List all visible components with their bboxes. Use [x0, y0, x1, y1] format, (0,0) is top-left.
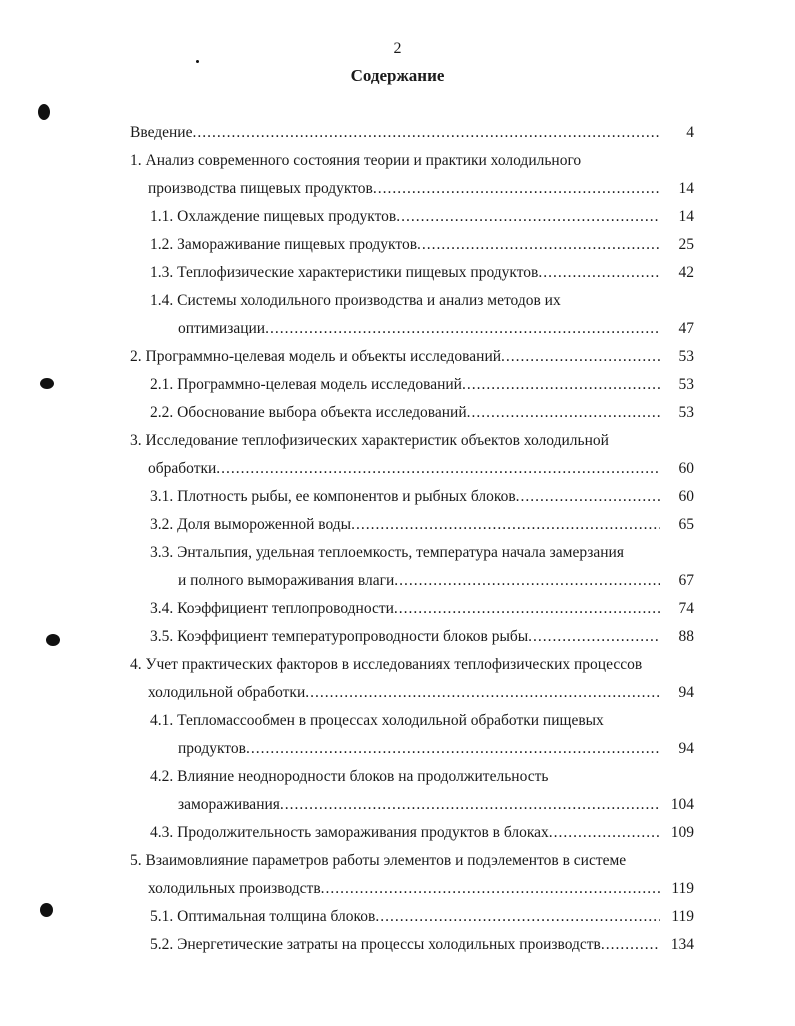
toc-entry-4-2-title: 4.2. Влияние неоднородности блоков на продолжительность [150, 768, 549, 785]
toc-entry-3-3: и полного вымораживания влаги ..... 67 [178, 568, 694, 594]
toc-entry-2-2: 2.2. Обоснование выбора объекта исследований ..... 53 [150, 400, 694, 426]
toc-chapter-5-title: 5. Взаимовлияние параметров работы элементов и подэлементов в системе [130, 852, 627, 869]
toc-entry-1-2: 1.2. Замораживание пищевых продуктов ..... 25 [150, 232, 694, 258]
scan-blot [46, 634, 60, 646]
toc-entry-5-1: 5.1. Оптимальная толщина блоков ..... 119 [150, 904, 694, 930]
page-title: Содержание [350, 66, 445, 85]
scan-blot [40, 378, 54, 389]
toc-chapter-1-title: 1. Анализ современного состояния теории и практики холодильного [130, 152, 582, 169]
toc-entry-chapter-1: производства пищевых продуктов ..... 14 [148, 176, 694, 202]
scan-blot [40, 903, 53, 917]
toc-entry-3-3-title: 3.3. Энтальпия, удельная теплоемкость, температура начала замерзания [150, 544, 624, 561]
toc-entry-3-1: 3.1. Плотность рыбы, ее компонентов и рыбных блоков ..... 60 [150, 484, 694, 510]
toc-entry-1-1: 1.1. Охлаждение пищевых продуктов ..... 14 [150, 204, 694, 230]
toc-entry-intro: Введение ..... 4 [130, 120, 694, 146]
page-number: 2 [393, 40, 402, 57]
toc-entry-chapter-4: холодильной обработки ..... 94 [148, 680, 694, 706]
toc-entry-5-2: 5.2. Энергетические затраты на процессы холодильных производств ..... 134 [150, 932, 694, 958]
toc-entry-1-4-title: 1.4. Системы холодильного производства и анализ методов их [150, 292, 561, 309]
toc-entry-chapter-3: обработки ..... 60 [148, 456, 694, 482]
toc-entry-4-3: 4.3. Продолжительность замораживания продуктов в блоках ..... 109 [150, 820, 694, 846]
toc-entry-chapter-5: холодильных производств ..... 119 [148, 876, 694, 902]
toc-chapter-3-title: 3. Исследование теплофизических характеристик объектов холодильной [130, 432, 609, 449]
scan-dot [196, 60, 199, 63]
scan-blot [38, 104, 50, 120]
toc-entry-2-1: 2.1. Программно-целевая модель исследований ..... 53 [150, 372, 694, 398]
toc-chapter-4-title: 4. Учет практических факторов в исследованиях теплофизических процессов [130, 656, 643, 673]
toc-entry-4-1-title: 4.1. Тепломассообмен в процессах холодильной обработки пищевых [150, 712, 604, 729]
toc-entry-1-3: 1.3. Теплофизические характеристики пищевых продуктов ..... 42 [150, 260, 694, 286]
toc-entry-3-5: 3.5. Коэффициент температуропроводности блоков рыбы ..... 88 [150, 624, 694, 650]
toc-entry-3-4: 3.4. Коэффициент теплопроводности ..... 74 [150, 596, 694, 622]
toc-entry-1-4: оптимизации ..... 47 [178, 316, 694, 342]
toc-entry-4-1: продуктов ..... 94 [178, 736, 694, 762]
toc-entry-4-2: замораживания ..... 104 [178, 792, 694, 818]
toc-entry-chapter-2: 2. Программно-целевая модель и объекты исследований ..... 53 [130, 344, 694, 370]
toc-entry-3-2: 3.2. Доля вымороженной воды ..... 65 [150, 512, 694, 538]
